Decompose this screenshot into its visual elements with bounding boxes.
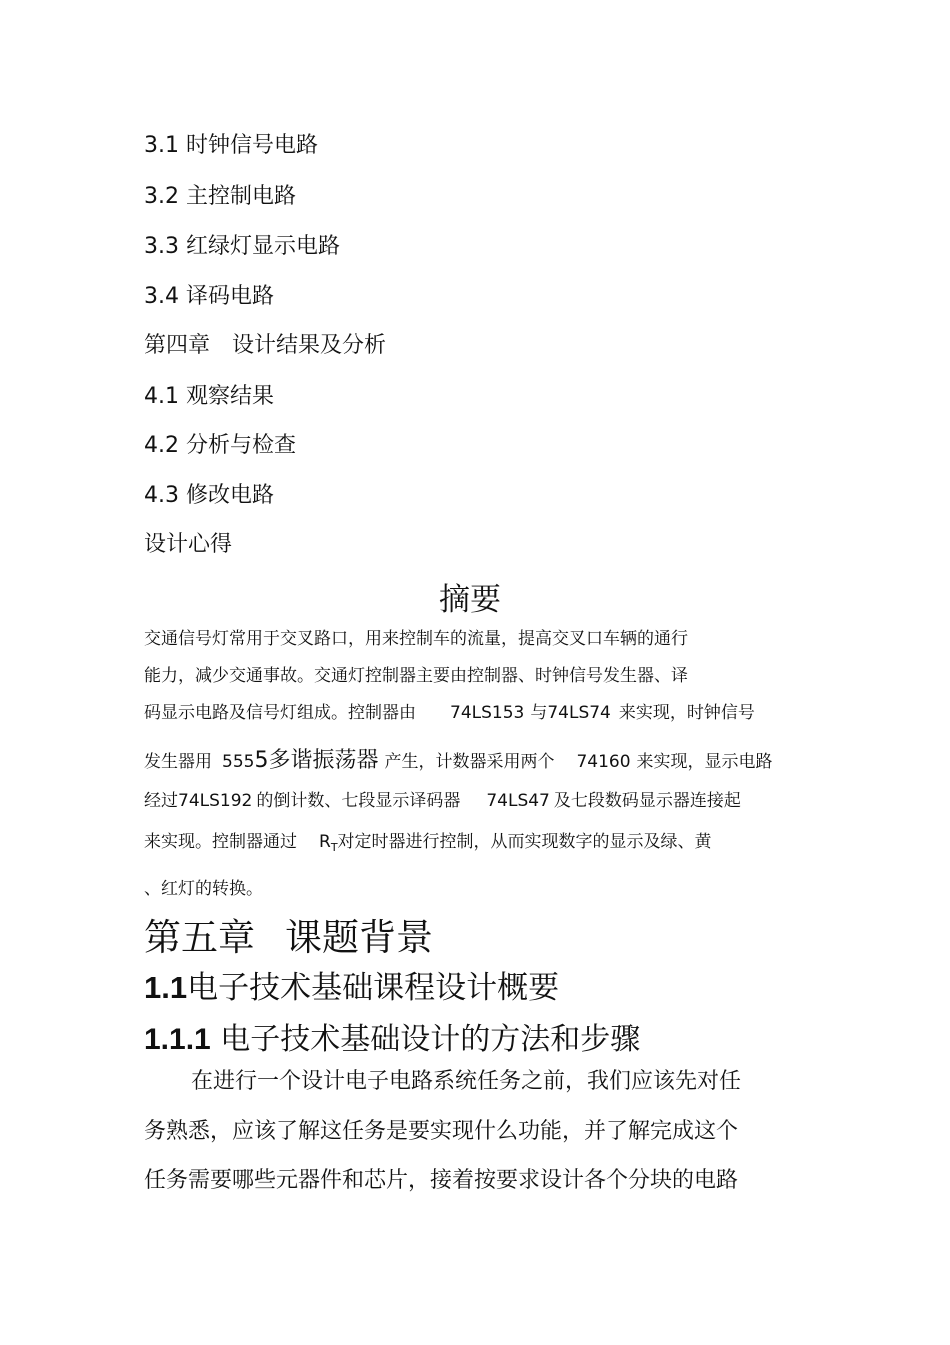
abstract-text: 码显示电路及信号灯组成。控制器由	[144, 703, 416, 723]
toc-text: 设计心得	[144, 532, 233, 557]
abstract-line-7: 、红灯的转换。	[144, 879, 263, 899]
toc-text: 时钟信号电路	[186, 133, 319, 158]
toc-text: 分析与检查	[186, 433, 297, 458]
toc-item-3-2	[144, 179, 296, 210]
toc-number: 第四章	[144, 333, 211, 358]
toc-item-chapter-4	[144, 328, 386, 359]
oscillator-text: 5多谐振荡器	[254, 748, 379, 773]
abstract-text: 对定时器进行控制，从而实现数字的显示及绿、黄	[337, 832, 712, 852]
section-number: 1.1	[144, 970, 188, 1005]
toc-number: 4.3	[144, 483, 179, 508]
chapter-title: 课题背景	[285, 916, 433, 959]
body-line-3: 任务需要哪些元器件和芯片，接着按要求设计各个分块的电路	[144, 1168, 739, 1193]
subsection-heading	[144, 1014, 640, 1058]
toc-item-3-4	[144, 279, 274, 310]
toc-text: 译码电路	[186, 284, 275, 309]
toc-item-3-3	[144, 229, 340, 260]
toc-number: 3.2	[144, 184, 179, 209]
toc-item-4-1	[144, 379, 274, 410]
toc-item-4-2	[144, 428, 296, 459]
toc-text: 修改电路	[186, 483, 275, 508]
abstract-text: 来实现，显示电路	[636, 752, 773, 772]
chip-name: 74LS153	[450, 703, 525, 723]
abstract-text: 的倒计数、七段显示译码器	[256, 791, 461, 811]
body-line-1: 在进行一个设计电子电路系统任务之前，我们应该先对任	[191, 1069, 742, 1094]
toc-text: 观察结果	[186, 384, 275, 409]
body-line-2: 务熟悉，应该了解这任务是要实现什么功能，并了解完成这个	[144, 1119, 739, 1144]
abstract-line-5	[144, 786, 741, 811]
abstract-text: 与	[530, 703, 548, 723]
toc-number: 4.1	[144, 384, 179, 409]
abstract-text: 经过	[144, 791, 178, 811]
chip-name: 74LS74	[547, 703, 611, 723]
toc-number: 4.2	[144, 433, 179, 458]
abstract-text: 发生器用	[144, 752, 212, 772]
toc-text: 主控制电路	[186, 184, 297, 209]
chip-name: 74LS47	[486, 791, 550, 811]
chip-name: 555	[222, 752, 255, 772]
toc-item-3-1	[144, 128, 318, 159]
chapter-number: 第五章	[144, 916, 255, 959]
abstract-text: 及七段数码显示器连接起	[553, 791, 741, 811]
toc-number: 3.1	[144, 133, 179, 158]
chapter-heading	[144, 907, 433, 961]
subsection-number: 1.1.1	[144, 1023, 211, 1056]
toc-item-design-notes	[144, 527, 232, 558]
section-title: 电子技术基础课程设计概要	[187, 970, 560, 1006]
chip-name: 74160	[576, 752, 631, 772]
abstract-line-1: 交通信号灯常用于交叉路口，用来控制车的流量，提高交叉口车辆的通行	[144, 629, 688, 649]
toc-number: 3.4	[144, 284, 179, 309]
abstract-text: 产生，计数器采用两个	[384, 752, 555, 772]
toc-text: 红绿灯显示电路	[186, 234, 341, 259]
abstract-title: 摘要	[439, 582, 501, 618]
abstract-line-6	[144, 827, 712, 854]
subsection-title: 电子技术基础设计的方法和步骤	[220, 1022, 641, 1057]
toc-item-4-3	[144, 478, 274, 509]
chip-name: 74LS192	[178, 791, 253, 811]
abstract-text: 来实现。控制器通过	[144, 832, 297, 852]
resistor-symbol: R	[319, 832, 331, 852]
abstract-line-2: 能力，减少交通事故。交通灯控制器主要由控制器、时钟信号发生器、译	[144, 666, 688, 686]
toc-text: 设计结果及分析	[232, 333, 387, 358]
abstract-line-4	[144, 743, 773, 774]
abstract-text: 来实现，时钟信号	[618, 703, 755, 723]
resistor-subscript: T	[330, 841, 338, 854]
abstract-line-3	[144, 698, 755, 723]
toc-number: 3.3	[144, 234, 179, 259]
section-heading	[144, 962, 559, 1007]
